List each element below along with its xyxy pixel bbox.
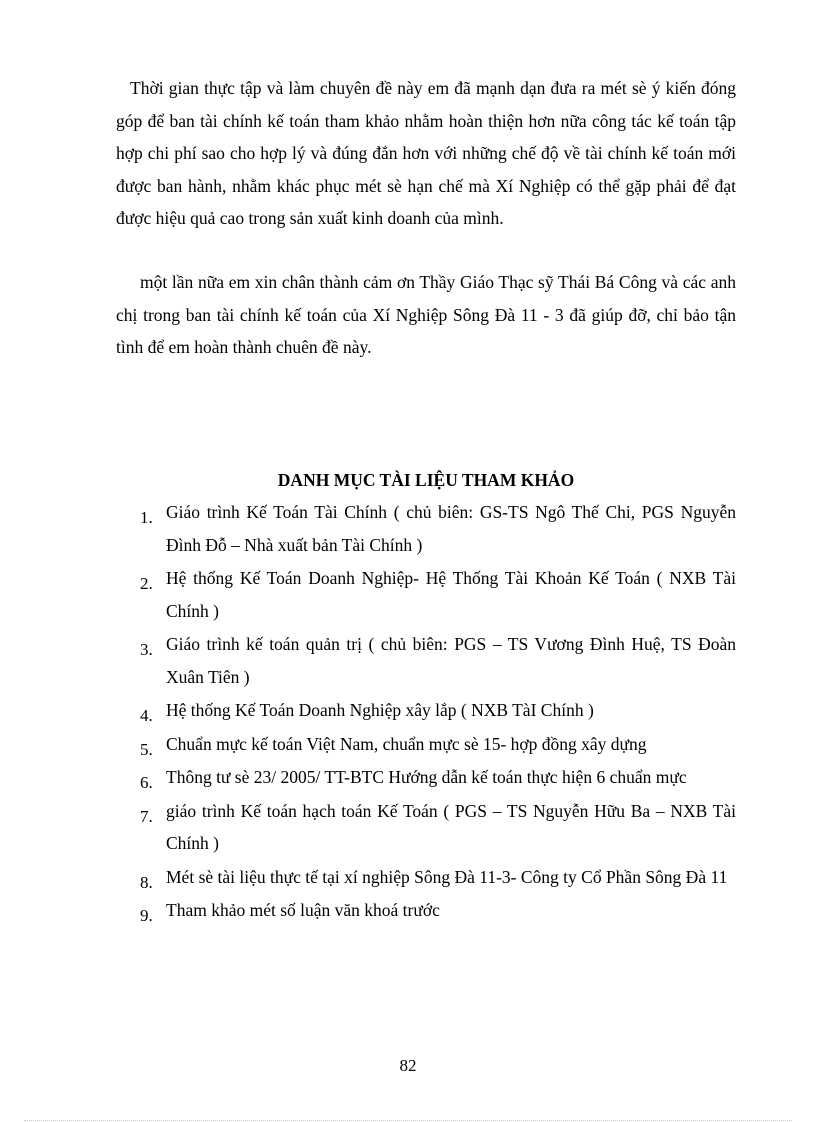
body-paragraph-2: một lần nữa em xin chân thành cảm ơn Thầy Giáo Thạc sỹ Thái Bá Công và các anh chị trong ban tài chính kế toán của Xí Nghiệp Sông Đà 11 - 3 đã giúp đỡ, chỉ bảo tận tình để em hoàn thành chuên đề này. xyxy=(116,272,736,357)
page-bottom-divider xyxy=(24,1120,792,1121)
references-heading: DANH MỤC TÀI LIỆU THAM KHẢO xyxy=(277,470,575,490)
reference-item-5 xyxy=(0,728,816,761)
reference-number: 5. xyxy=(140,739,153,759)
reference-item-6 xyxy=(0,761,816,794)
page-number: 82 xyxy=(399,1056,417,1075)
reference-text: Giáo trình kế toán quản trị ( chủ biên: PGS – TS Vương Đình Huệ, TS Đoàn Xuân Tiên ) xyxy=(166,634,736,687)
reference-item-3 xyxy=(0,628,816,693)
reference-text: Giáo trình Kế Toán Tài Chính ( chủ biên: GS-TS Ngô Thế Chi, PGS Nguyễn Đình Đỗ – Nhà xuất bản Tài Chính ) xyxy=(166,502,736,555)
reference-item-9 xyxy=(0,894,816,927)
reference-item-7 xyxy=(0,795,816,860)
reference-item-2 xyxy=(0,562,816,627)
reference-text: giáo trình Kế toán hạch toán Kế Toán ( PGS – TS Nguyễn Hữu Ba – NXB Tài Chính ) xyxy=(166,800,736,853)
reference-text: Mét sè tài liệu thực tế tại xí nghiệp Sông Đà 11-3- Công ty Cổ Phần Sông Đà 11 xyxy=(166,866,728,887)
reference-text: Hệ thống Kế Toán Doanh Nghiệp xây lắp ( NXB TàI Chính ) xyxy=(166,700,594,720)
reference-text: Hệ thống Kế Toán Doanh Nghiệp- Hệ Thống Tài Khoản Kế Toán ( NXB Tài Chính ) xyxy=(166,568,736,621)
reference-text: Chuẩn mực kế toán Việt Nam, chuẩn mực sè 15- hợp đồng xây dựng xyxy=(166,733,647,754)
body-paragraph-1: Thời gian thực tập và làm chuyên đề này em đã mạnh dạn đưa ra mét sè ý kiến đóng góp để ban tài chính kế toán tham khảo nhằm hoàn thiện hơn nữa công tác kế toán tập hợp chi phí sao cho hợp lý và đúng đắn hơn với những chế độ về tài chính kế toán mới được ban hành, nhằm khác phục mét sè hạn chế mà Xí Nghiệp có thể gặp phải để đạt được hiệu quả cao trong sản xuất kinh doanh của mình. xyxy=(116,78,736,228)
reference-text: Thông tư sè 23/ 2005/ TT-BTC Hướng dẫn kế toán thực hiện 6 chuẩn mực xyxy=(166,767,687,787)
reference-item-4 xyxy=(0,694,816,727)
references-list xyxy=(0,496,816,928)
reference-item-1 xyxy=(0,496,816,561)
reference-number: 2. xyxy=(140,574,153,593)
reference-number: 3. xyxy=(140,640,153,659)
reference-number: 6. xyxy=(140,773,153,792)
reference-number: 8. xyxy=(140,872,153,892)
reference-number: 9. xyxy=(140,906,153,925)
reference-number: 1. xyxy=(140,508,153,527)
reference-number: 4. xyxy=(140,706,153,725)
reference-number: 7. xyxy=(140,806,153,826)
reference-item-8 xyxy=(0,861,816,894)
reference-text: Tham khảo mét số luận văn khoá trước xyxy=(166,900,440,920)
